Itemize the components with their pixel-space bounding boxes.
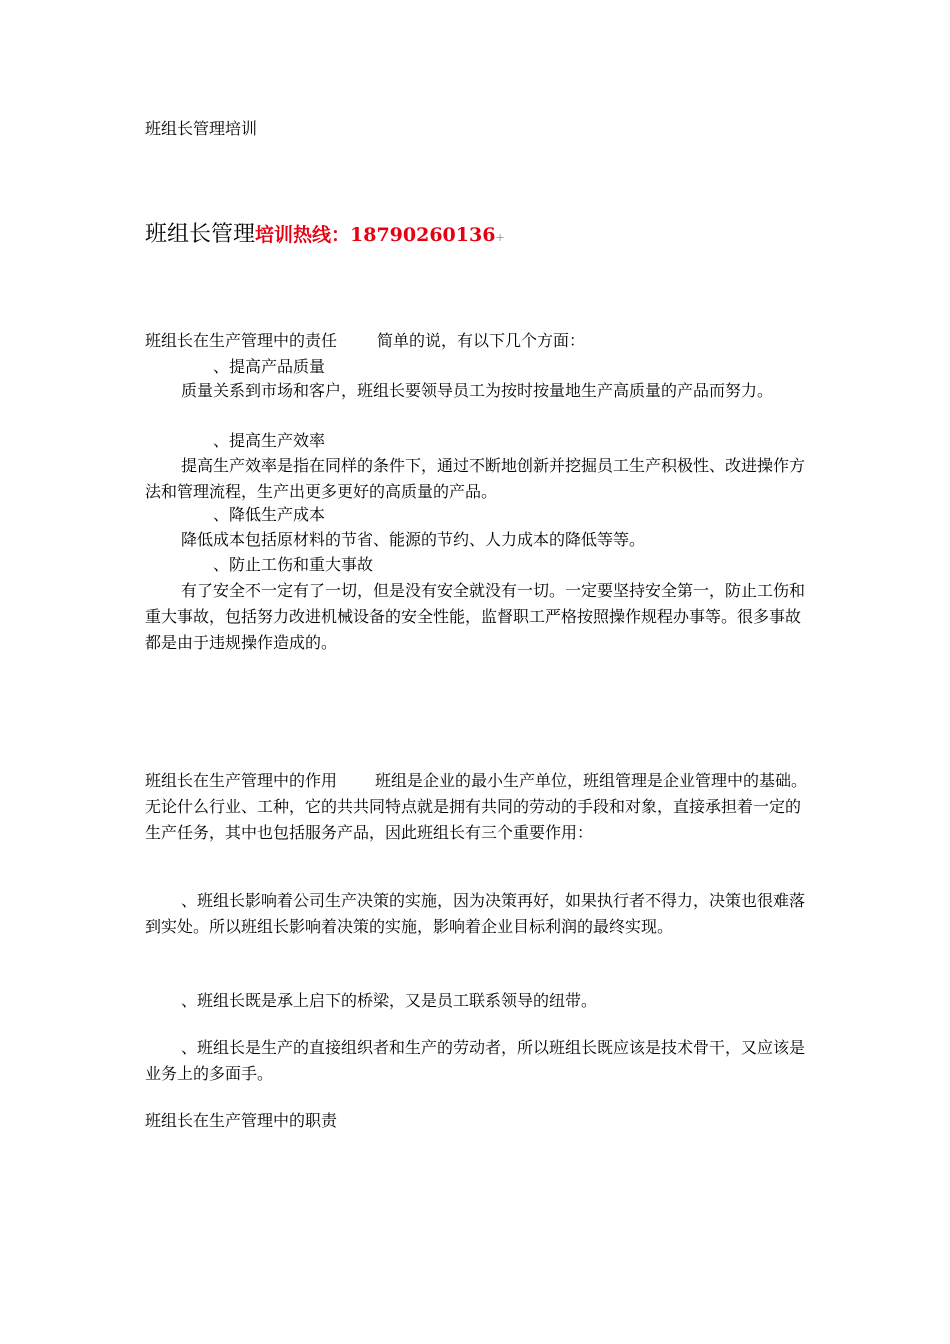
section1-intro: 简单的说，有以下几个方面： — [377, 331, 586, 350]
section3-title: 班组长在生产管理中的职责 — [145, 1111, 338, 1130]
section1-item-body: 提高生产效率是指在同样的条件下，通过不断地创新并挖掘员工生产积极性、改进操作方法和管理流程，生产出更多更好的高质量的产品。 — [145, 456, 806, 501]
section1-title: 班组长在生产管理中的责任 — [145, 331, 338, 350]
section2-paragraph — [145, 768, 810, 846]
section2-point: 、班组长影响着公司生产决策的实施，因为决策再好，如果执行者不得力，决策也很难落到实处。所以班组长影响着决策的实施，影响着企业目标利润的最终实现。 — [145, 891, 806, 936]
section2-point: 、班组长是生产的直接组织者和生产的劳动者，所以班组长既应该是技术骨干，又应该是业务上的多面手。 — [145, 1038, 806, 1083]
section1-item-head: 、防止工伤和重大事故 — [213, 555, 374, 574]
paragraph-mark: + — [495, 231, 505, 244]
section2-title: 班组长在生产管理中的作用 — [145, 771, 338, 790]
section1-item-head: 、提高产品质量 — [213, 357, 326, 376]
section1-item-body: 有了安全不一定有了一切，但是没有安全就没有一切。一定要坚持安全第一，防止工伤和重大事故，包括努力改进机械设备的安全性能，监督职工严格按照操作规程办事等。很多事故都是由于违规操作造成的。 — [145, 581, 806, 652]
section1-item-body: 质量关系到市场和客户，班组长要领导员工为按时按量地生产高质量的产品而努力。 — [181, 381, 774, 400]
document-top-title: 班组长管理培训 — [145, 119, 258, 138]
document-heading: 班组长管理 — [145, 222, 256, 247]
heading-row — [145, 220, 505, 250]
section2-intro: 班组是企业的最小生产单位，班组管理是企业管理中的基础。无论什么行业、工种，它的共共同特点就是拥有共同的劳动的手段和对象，直接承担着一定的生产任务，其中也包括服务产品，因此班组长有三个重要作用： — [145, 771, 808, 842]
section2-point: 、班组长既是承上启下的桥梁，又是员工联系领导的纽带。 — [181, 991, 598, 1010]
hotline-text: 培训热线：18790260136 — [255, 224, 496, 246]
section1-item-head: 、提高生产效率 — [213, 431, 326, 450]
section1-item-body: 降低成本包括原材料的节省、能源的节约、人力成本的降低等等。 — [181, 530, 646, 549]
section1-item-head: 、降低生产成本 — [213, 505, 326, 524]
section1-title-row — [145, 328, 585, 354]
